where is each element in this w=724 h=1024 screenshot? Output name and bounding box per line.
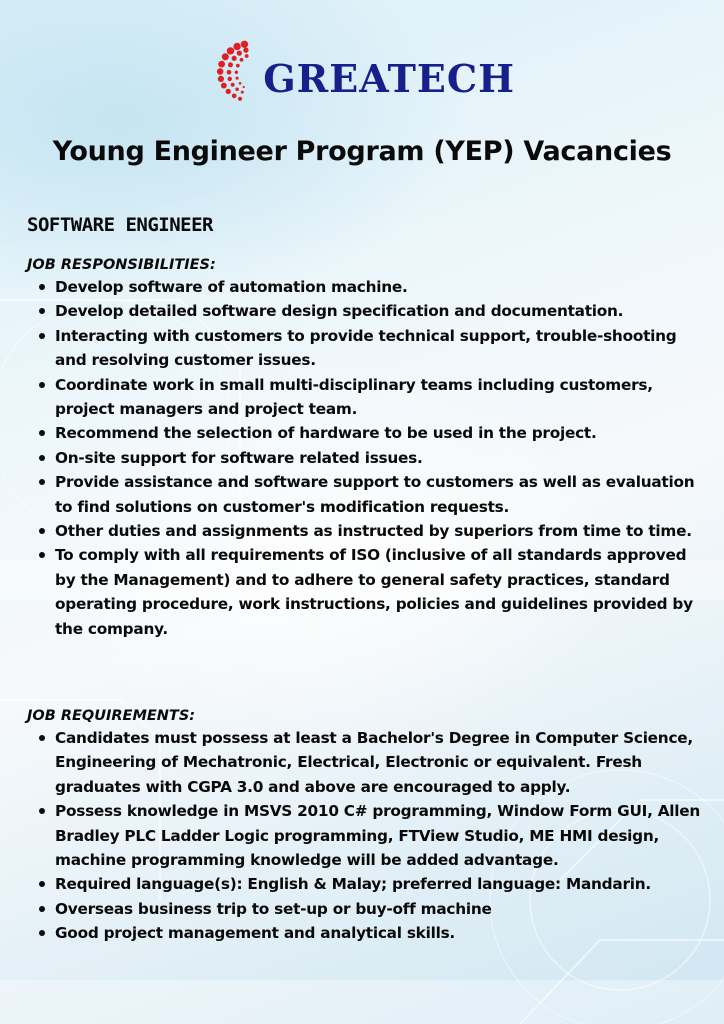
company-name: GREATECH: [263, 55, 515, 101]
requirements-heading: JOB REQUIREMENTS:: [27, 708, 196, 724]
list-item: Candidates must possess at least a Bachelor's Degree in Computer Science, Engineering of Mechatronic, Electrical, Electronic or equivalent. Fresh graduates with CGPA 3.0 and above are encouraged to apply.: [27, 726, 707, 799]
responsibilities-heading: JOB RESPONSIBILITIES:: [27, 257, 216, 273]
list-item: Interacting with customers to provide technical support, trouble-shooting and resolving customer issues.: [27, 324, 707, 373]
list-item: Develop detailed software design specification and documentation.: [27, 299, 707, 323]
list-item: Coordinate work in small multi-disciplinary teams including customers, project managers and project team.: [27, 373, 707, 422]
requirements-list: [27, 726, 707, 946]
list-item: Develop software of automation machine.: [27, 275, 707, 299]
job-title: SOFTWARE ENGINEER: [27, 214, 213, 236]
requirements-section: [27, 708, 707, 946]
list-item: Good project management and analytical skills.: [27, 921, 707, 945]
page-title: Young Engineer Program (YEP) Vacancies: [52, 136, 672, 167]
list-item: On-site support for software related issues.: [27, 446, 707, 470]
list-item: To comply with all requirements of ISO (inclusive of all standards approved by the Management) and to adhere to general safety practices, standard operating procedure, work instructions, policies and guidelines provided by the company.: [27, 543, 707, 641]
list-item: Recommend the selection of hardware to be used in the project.: [27, 421, 707, 445]
list-item: Possess knowledge in MSVS 2010 C# programming, Window Form GUI, Allen Bradley PLC Ladder Logic programming, FTView Studio, ME HMI design, machine programming knowledge will be added advantage.: [27, 799, 707, 872]
red-dotted-swirl-icon: [215, 28, 259, 118]
list-item: Other duties and assignments as instructed by superiors from time to time.: [27, 519, 707, 543]
company-logo: [215, 28, 515, 118]
responsibilities-list: [27, 275, 707, 641]
responsibilities-section: [27, 257, 707, 641]
list-item: Overseas business trip to set-up or buy-off machine: [27, 897, 707, 921]
list-item: Required language(s): English & Malay; preferred language: Mandarin.: [27, 872, 707, 896]
list-item: Provide assistance and software support to customers as well as evaluation to find solutions on customer's modification requests.: [27, 470, 707, 519]
